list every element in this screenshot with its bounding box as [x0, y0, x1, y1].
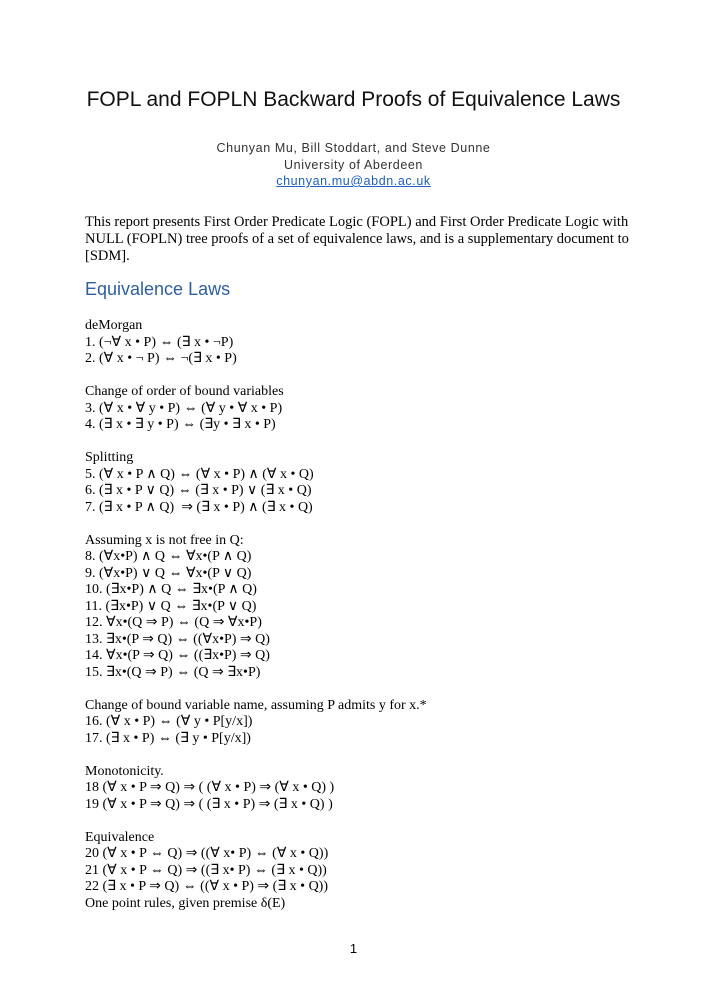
law-line: 2. (∀ x • ¬ P) ⇔ ¬(∃ x • P) [85, 351, 237, 366]
law-line: 15. ∃x•(Q ⇒ P) ⇔ (Q ⇒ ∃x•P) [85, 664, 261, 680]
law-group [85, 450, 645, 516]
email-link[interactable]: chunyan.mu@abdn.ac.uk [276, 174, 431, 188]
law-line: 9. (∀x•P) ∨ Q ⇔ ∀x•(P ∨ Q) [85, 565, 252, 581]
abstract-paragraph: This report presents First Order Predicate Logic (FOPL) and First Order Predicate Logic with NULL (FOPLN) tree proofs of a set of equivalence laws, and is a supplementary document to [SDM]. [85, 214, 629, 264]
author-block [0, 140, 707, 190]
document-title: FOPL and FOPLN Backward Proofs of Equivalence Laws [86, 88, 621, 111]
law-line: 4. (∃ x • ∃ y • P) ⇔ (∃y • ∃ x • P) [85, 417, 276, 432]
law-line: 6. (∃ x • P ∨ Q) ⇔ (∃ x • P) ∨ (∃ x • Q) [85, 483, 312, 498]
law-line: 13. ∃x•(P ⇒ Q) ⇔ ((∀x•P) ⇒ Q) [85, 631, 270, 647]
law-line: 18 (∀ x • P ⇒ Q) ⇒ ( (∀ x • P) ⇒ (∀ x • Q) ) [85, 780, 335, 795]
law-line: 11. (∃x•P) ∨ Q ⇔ ∃x•(P ∨ Q) [85, 598, 257, 614]
law-group [85, 764, 645, 814]
page-number: 1 [349, 941, 358, 956]
law-group [85, 318, 645, 368]
affiliation: University of Aberdeen [284, 157, 423, 172]
law-line: 10. (∃x•P) ∧ Q ⇔ ∃x•(P ∧ Q) [85, 582, 257, 597]
law-group-heading: Splitting [85, 450, 134, 465]
law-group [85, 384, 645, 434]
law-line: 16. (∀ x • P) ⇔ (∀ y • P[y/x]) [85, 714, 253, 729]
equivalence-laws-list [85, 318, 645, 912]
law-group [85, 533, 645, 682]
law-line: 5. (∀ x • P ∧ Q) ⇔ (∀ x • P) ∧ (∀ x • Q) [85, 466, 314, 482]
law-group [85, 698, 645, 748]
law-line: 19 (∀ x • P ⇒ Q) ⇒ ( (∃ x • P) ⇒ (∃ x • Q) ) [85, 796, 333, 812]
law-line: 21 (∀ x • P ⇔ Q) ⇒ ((∃ x• P) ⇔ (∃ x • Q)) [85, 862, 327, 878]
law-line: 20 (∀ x • P ⇔ Q) ⇒ ((∀ x• P) ⇔ (∀ x • Q)) [85, 846, 329, 861]
law-group-heading: Assuming x is not free in Q: [85, 532, 244, 548]
law-group-heading: Equivalence [85, 829, 155, 845]
law-group [85, 830, 645, 913]
law-line: 14. ∀x•(P ⇒ Q) ⇔ ((∃x•P) ⇒ Q) [85, 648, 270, 663]
law-line: 1. (¬∀ x • P) ⇔ (∃ x • ¬P) [85, 334, 234, 350]
law-line: 8. (∀x•P) ∧ Q ⇔ ∀x•(P ∧ Q) [85, 549, 252, 564]
law-line: 7. (∃ x • P ∧ Q) ⇒ (∃ x • P) ∧ (∃ x • Q) [85, 499, 313, 515]
law-line: 3. (∀ x • ∀ y • P) ⇔ (∀ y • ∀ x • P) [85, 400, 283, 416]
law-line: 17. (∃ x • P) ⇔ (∃ y • P[y/x]) [85, 730, 251, 746]
authors: Chunyan Mu, Bill Stoddart, and Steve Dunne [216, 141, 491, 155]
law-group-heading: Change of order of bound variables [85, 384, 284, 399]
law-line: 22 (∃ x • P ⇒ Q) ⇔ ((∀ x • P) ⇒ (∃ x • Q)) [85, 879, 329, 894]
law-line: One point rules, given premise δ(E) [85, 895, 286, 911]
section-heading: Equivalence Laws [85, 279, 231, 299]
law-group-heading: deMorgan [85, 318, 143, 333]
law-group-heading: Monotonicity. [85, 763, 164, 779]
law-group-heading: Change of bound variable name, assuming P admits y for x.* [85, 697, 427, 713]
law-line: 12. ∀x•(Q ⇒ P) ⇔ (Q ⇒ ∀x•P) [85, 615, 262, 630]
